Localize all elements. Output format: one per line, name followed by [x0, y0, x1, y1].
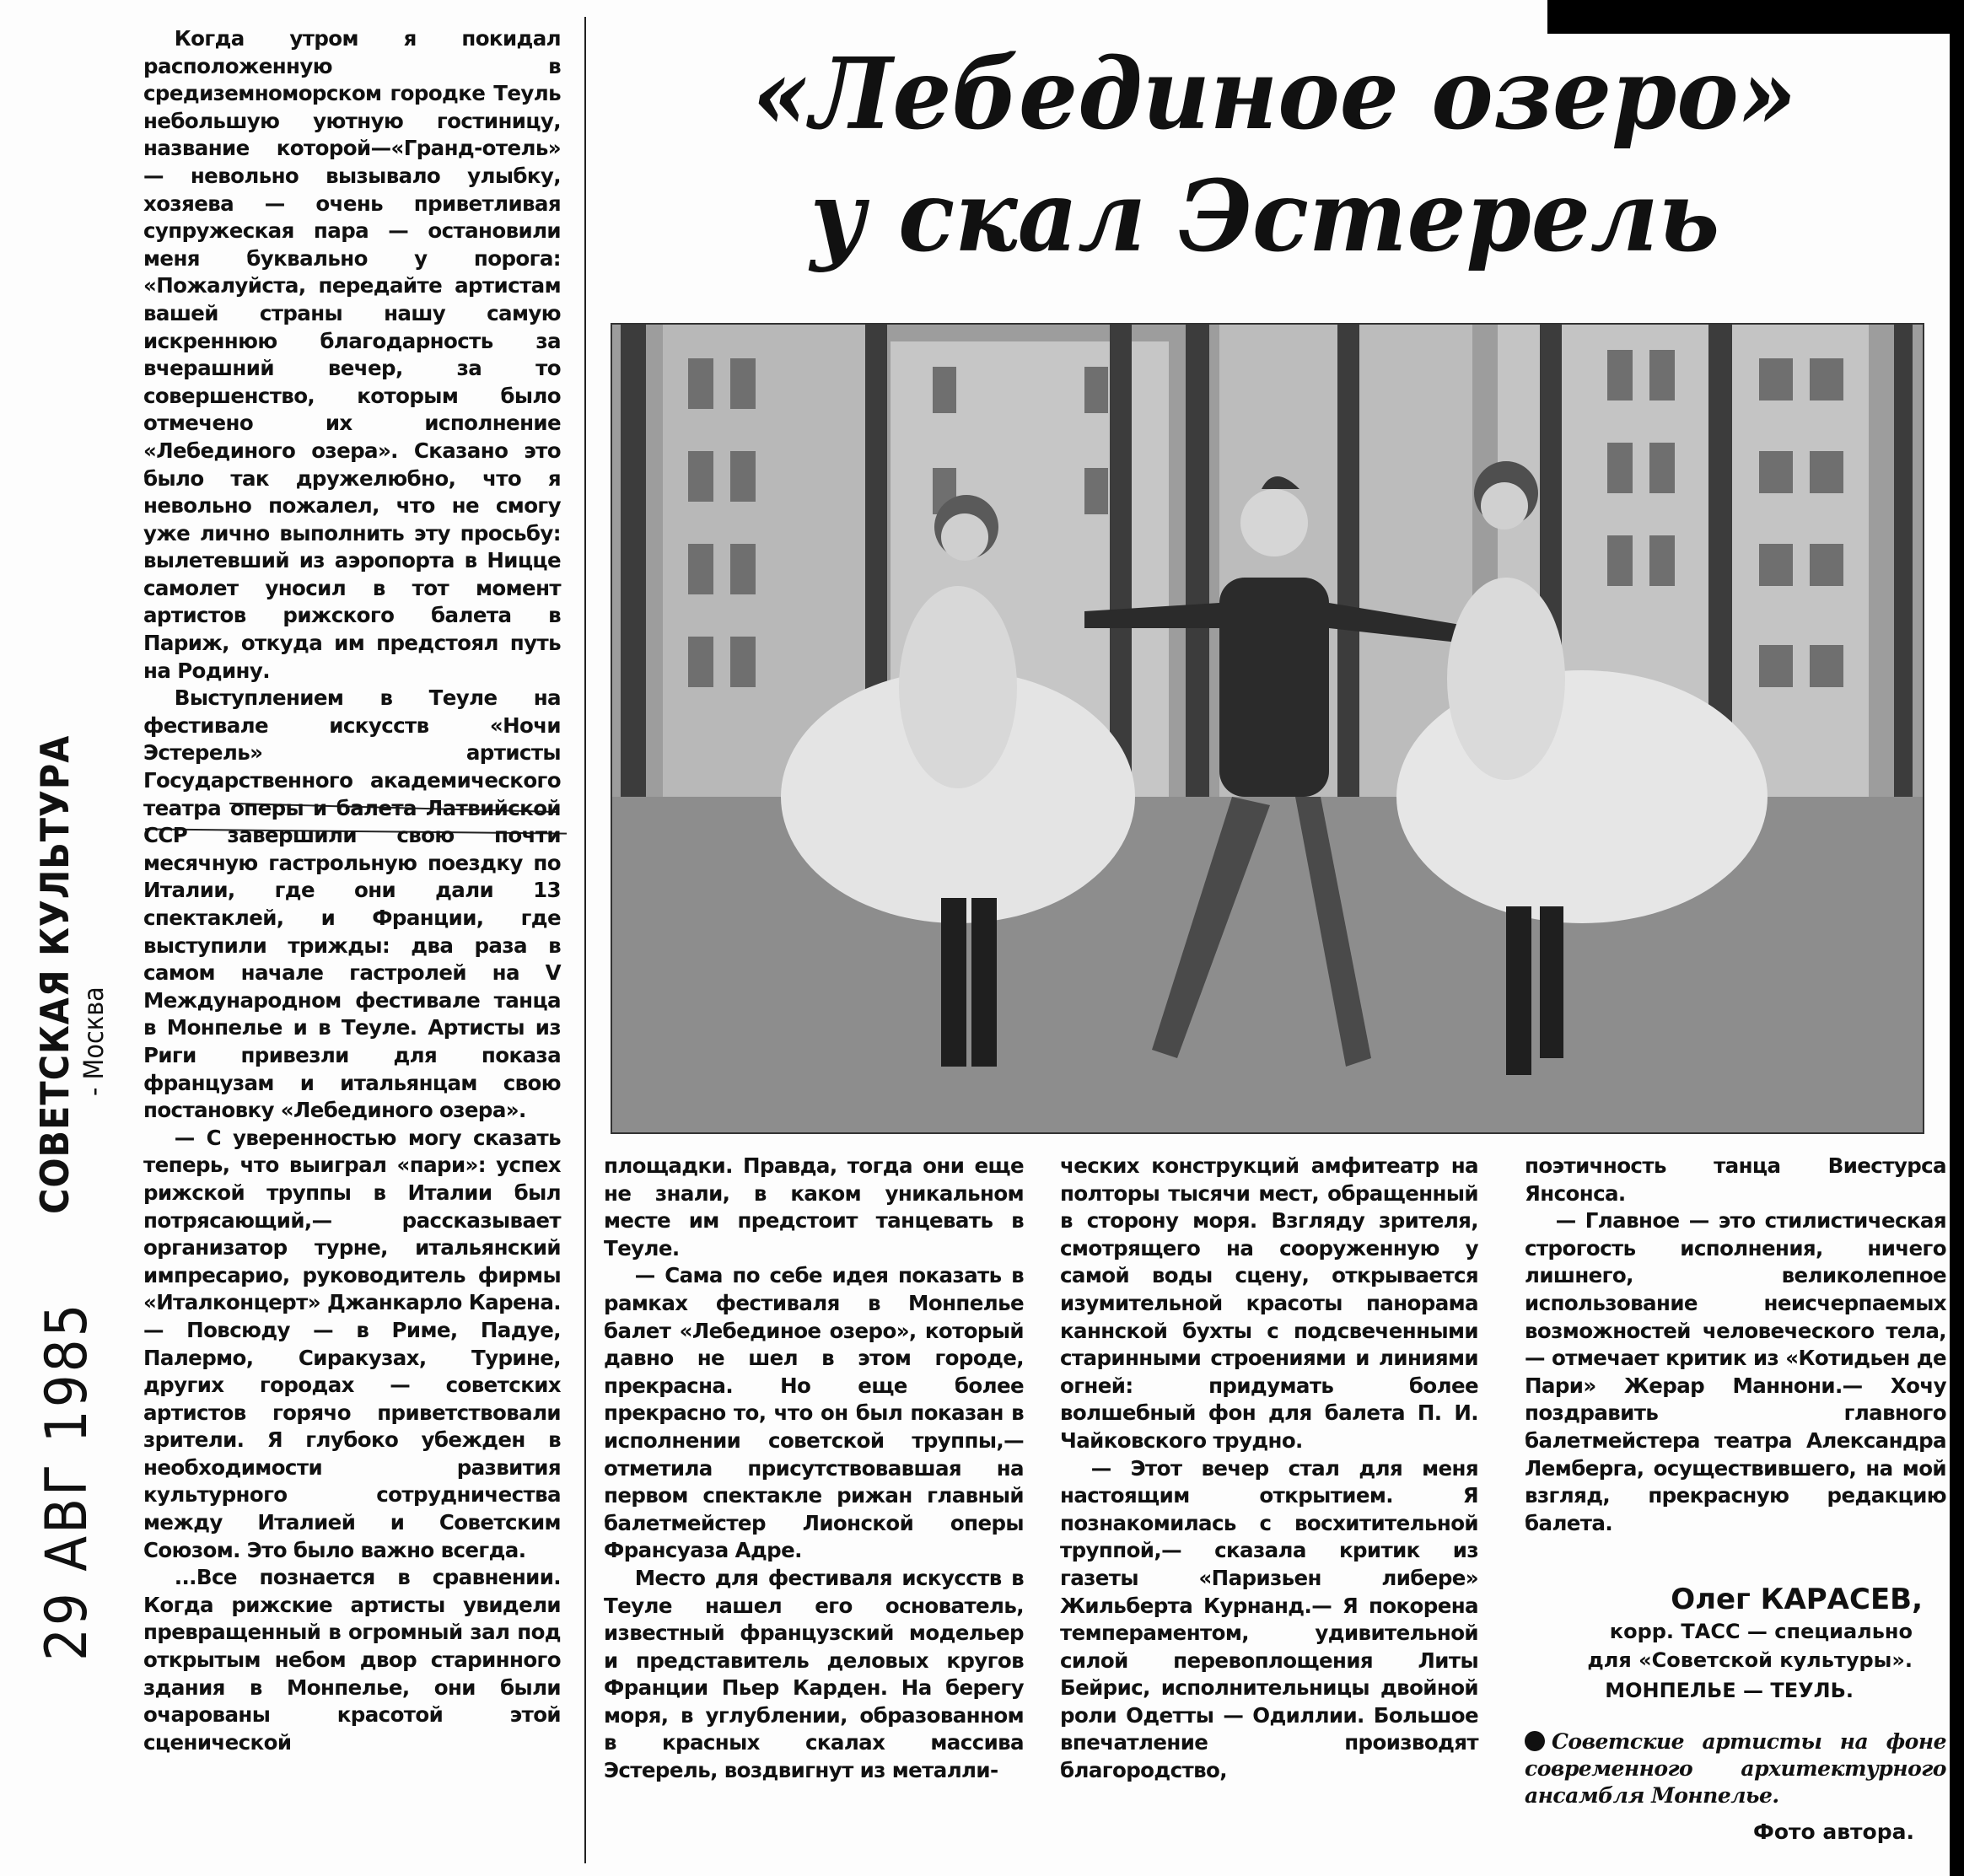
author-role: корр. ТАСС — специально	[1609, 1620, 1913, 1643]
scan-border-right	[1950, 0, 1964, 1876]
paragraph: поэтичность танца Виестурса Янсонса.	[1525, 1153, 1946, 1206]
paragraph: Место для фестиваля искусств в Теуле нашел его основатель, известный французский модельер и представитель деловых кругов Франции Пьер Карден. На берегу моря, в углублении, образованном в красных скалах массива Эстерель, воздвигнут из металли-	[604, 1565, 1024, 1783]
photo-caption	[1525, 1728, 1946, 1809]
article-column-3	[1060, 1153, 1478, 1785]
article-column-4	[1525, 1153, 1946, 1537]
caption-text: Советские артисты на фоне современного архитектурного ансамбля Монпелье.	[1525, 1729, 1946, 1808]
author-role: для «Советской культуры».	[1587, 1648, 1913, 1672]
paragraph: — Сама по себе идея показать в рамках фестиваля в Монпелье балет «Лебединое озеро», который давно не шел в этом городе, прекрасна. Но еще более прекрасно то, что он был показан в исполнении советской труппы,— отметила присутствовавшая на первом спектакле рижан главный балетмейстер Лионской оперы Франсуаза Адре.	[604, 1263, 1024, 1563]
paragraph: площадки. Правда, тогда они еще не знали, в каком уникальном месте им предстоит танцевать в Теуле.	[604, 1153, 1024, 1261]
author-signature	[1525, 1582, 1946, 1707]
headline-line-2: у скал Эстерель	[810, 159, 1720, 274]
article-column-2	[604, 1153, 1024, 1785]
paragraph: — Этот вечер стал для меня настоящим открытием. Я познакомилась с восхитительной труппой,— сказала критик из газеты «Паризьен либере» Жильберта Курнанд.— Я покорена темпераментом, удивительной силой перевоплощения Литы Бейрис, исполнительницы двойной роли Одетты — Одиллии. Большое впечатление производят благородство,	[1060, 1455, 1478, 1783]
ballet-photo-drawing	[612, 325, 1924, 1134]
paragraph: — С уверенностью могу сказать теперь, что выиграл «пари»: успех рижской труппы в Италии был потрясающий,— рассказывает организатор турне, итальянский импресарио, руководитель фирмы «Италконцерт» Джанкарло Карена.— Повсюду — в Риме, Падуе, Палермо, Сиракузах, Турине, других городах — советских артистов горячо приветствовали зрители. Я глубоко убежден в необходимости развития культурного сотрудничества между Италией и Советским Союзом. Это было важно всегда.	[143, 1125, 561, 1562]
photo-credit: Фото автора.	[1753, 1820, 1914, 1844]
date-stamp: 29 АВГ 1985	[34, 1301, 100, 1661]
paragraph: ...Все познается в сравнении. Когда рижские артисты увидели превращенный в огромный зал под открытым небом двор старинного здания в Монпелье, они были очарованы красотой этой сценической	[143, 1565, 561, 1755]
dateline-place: МОНПЕЛЬЕ — ТЕУЛЬ.	[1605, 1679, 1854, 1702]
column-rule	[584, 17, 586, 1863]
ballet-photo	[611, 323, 1924, 1134]
headline	[752, 34, 1797, 278]
headline-line-1: «Лебединое озеро»	[752, 37, 1797, 152]
paragraph: ческих конструкций амфитеатр на полторы тысячи мест, обращенный в сторону моря. Взгляду зрителя, смотрящего на сооруженную у самой воды сцену, открывается изумительной красоты панорама каннской бухты с подсвеченными старинными строениями и линиями огней: придумать более волшебный фон для балета П. И. Чайковского трудно.	[1060, 1153, 1478, 1453]
author-name: Олег КАРАСЕВ,	[1671, 1583, 1923, 1616]
paragraph: Выступлением в Теуле на фестивале искусств «Ночи Эстерель» артисты Государственного академического театра оперы и балета Латвийской ССР завершили свою почти месячную гастрольную поездку по Италии, где они дали 13 спектаклей, и Франции, где выступили трижды: два раза в самом начале гастролей на V Международном фестивале танца в Монпелье и в Теуле. Артисты из Риги привезли для показа французам и итальянцам свою постановку «Лебединого озера».	[143, 685, 561, 1123]
bullet-icon	[1525, 1731, 1545, 1751]
article-column-1	[143, 25, 561, 1756]
paragraph: — Главное — это стилистическая строгость исполнения, ничего лишнего, великолепное использование неисчерпаемых возможностей человеческого тела,— отмечает критик из «Котидьен де Пари» Жерар Маннони.— Хочу поздравить главного балетмейстера театра Александра Лемберга, осуществившего, на мой взгляд, прекрасную редакцию балета.	[1525, 1208, 1946, 1535]
paragraph: Когда утром я покидал расположенную в средиземноморском городке Теуль небольшую уютную гостиницу, название которой—«Гранд-отель» — невольно вызывало улыбку, хозяева — очень приветливая супружеская пара — остановили меня буквально у порога: «Пожалуйста, передайте артистам вашей страны нашу самую искреннюю благодарность за вчерашний вечер, за то совершенство, которым было отмечено их исполнение «Лебединого озера». Сказано это было так дружелюбно, что я невольно пожалел, что не смогу уже лично выполнить эту просьбу: вылетевший из аэропорта в Ницце самолет уносил в тот момент артистов рижского балета в Париж, откуда им предстоял путь на Родину.	[143, 26, 561, 683]
masthead-city: - Москва	[78, 986, 110, 1096]
scan-border-top	[1547, 0, 1964, 34]
newspaper-masthead: СОВЕТСКАЯ КУЛЬТУРА	[32, 734, 78, 1214]
